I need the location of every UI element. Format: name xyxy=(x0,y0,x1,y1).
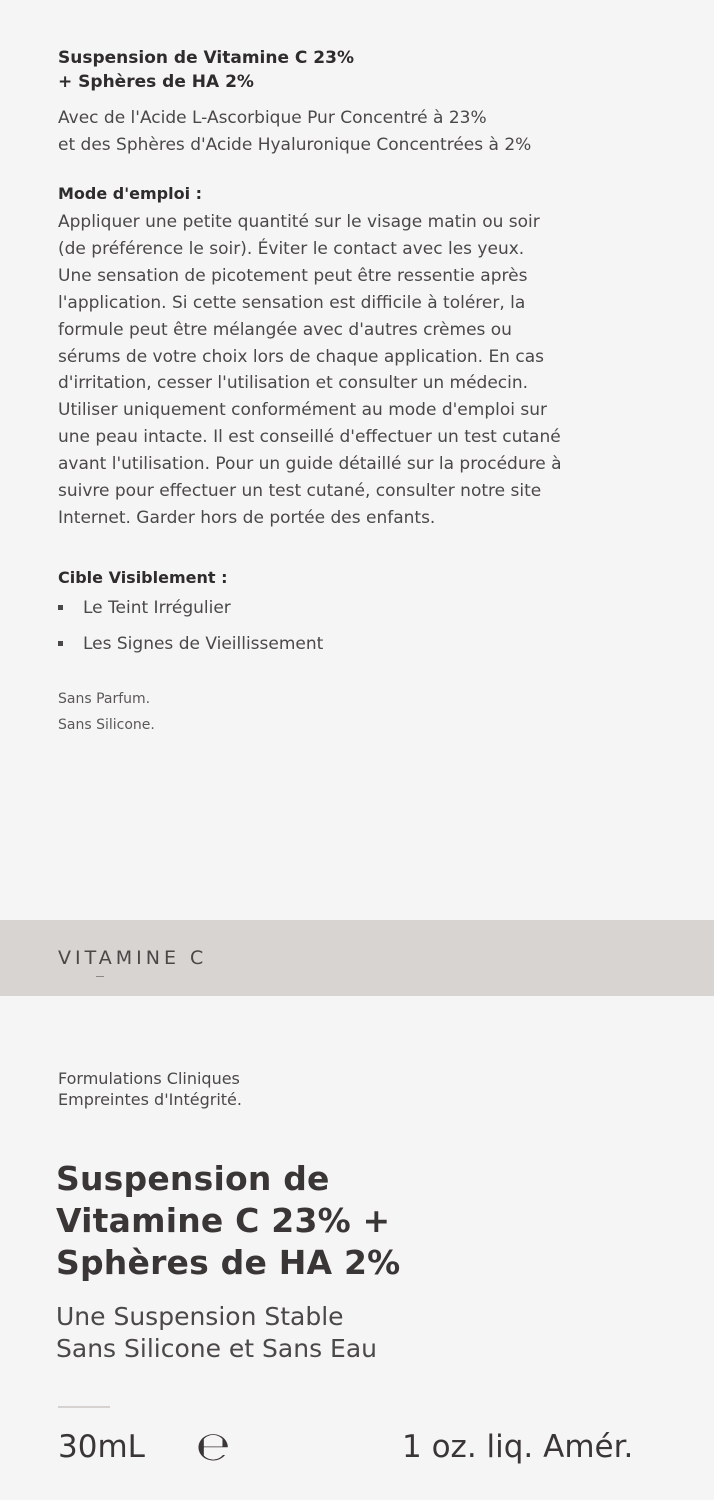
fragrance-free-claim: Sans Parfum. xyxy=(58,691,151,707)
volume-metric: 30mL xyxy=(58,1429,145,1465)
brand-tagline-line: Empreintes d'Intégrité. xyxy=(58,1090,242,1109)
divider xyxy=(58,1406,110,1408)
top-product-description xyxy=(58,105,678,159)
product-title-line: Suspension de xyxy=(56,1159,330,1198)
top-description-line: Avec de l'Acide L-Ascorbique Pur Concentré à 23% xyxy=(58,108,487,128)
silicone-free-claim: Sans Silicone. xyxy=(58,717,155,733)
product-subtitle-line: Une Suspension Stable xyxy=(56,1302,344,1331)
target-item-label: Le Teint Irrégulier xyxy=(83,598,231,618)
usage-line: formule peut être mélangée avec d'autres crèmes ou xyxy=(58,319,512,340)
top-product-title xyxy=(58,46,678,94)
usage-line: l'application. Si cette sensation est difficile à tolérer, la xyxy=(58,292,526,313)
product-subtitle xyxy=(56,1301,696,1365)
product-title xyxy=(56,1158,696,1284)
top-title-line: + Sphères de HA 2% xyxy=(58,72,254,92)
product-subtitle-line: Sans Silicone et Sans Eau xyxy=(56,1334,378,1363)
usage-line: suivre pour effectuer un test cutané, consulter notre site xyxy=(58,481,542,502)
usage-line: Appliquer une petite quantité sur le visage matin ou soir xyxy=(58,212,540,232)
product-title-line: Vitamine C 23% + xyxy=(56,1201,391,1240)
targets-list xyxy=(58,595,323,667)
top-title-line: Suspension de Vitamine C 23% xyxy=(58,48,354,68)
top-description-line: et des Sphères d'Acide Hyaluronique Concentrées à 2% xyxy=(58,135,532,155)
bullet-square-icon xyxy=(58,605,63,610)
usage-line: Internet. Garder hors de portée des enfants. xyxy=(58,507,436,528)
usage-line: Utiliser uniquement conformément au mode d'emploi sur xyxy=(58,400,547,421)
usage-line: Une sensation de picotement peut être ressentie après xyxy=(58,265,528,286)
usage-line: une peau intacte. Il est conseillé d'effectuer un test cutané xyxy=(58,427,561,448)
usage-line: d'irritation, cesser l'utilisation et consulter un médecin. xyxy=(58,373,529,394)
usage-instructions xyxy=(58,209,658,532)
product-title-line: Sphères de HA 2% xyxy=(56,1243,401,1282)
list-item xyxy=(58,595,323,631)
targets-heading: Cible Visiblement : xyxy=(58,568,228,587)
brand-tagline-line: Formulations Cliniques xyxy=(58,1069,240,1088)
target-item-label: Les Signes de Vieillissement xyxy=(83,634,324,654)
list-item xyxy=(58,631,323,667)
bullet-square-icon xyxy=(58,641,63,646)
band-tick-mark xyxy=(96,976,104,977)
volume-us: 1 oz. liq. Amér. xyxy=(402,1429,634,1465)
usage-heading: Mode d'emploi : xyxy=(58,184,203,203)
free-of-claims xyxy=(58,686,155,738)
usage-line: (de préférence le soir). Éviter le contact avec les yeux. xyxy=(58,238,525,259)
estimated-sign-icon: ℮ xyxy=(196,1424,231,1470)
brand-tagline xyxy=(58,1068,242,1110)
category-label: VITAMINE C xyxy=(58,947,208,969)
usage-line: sérums de votre choix lors de chaque application. En cas xyxy=(58,346,544,367)
usage-line: avant l'utilisation. Pour un guide détaillé sur la procédure à xyxy=(58,454,562,475)
